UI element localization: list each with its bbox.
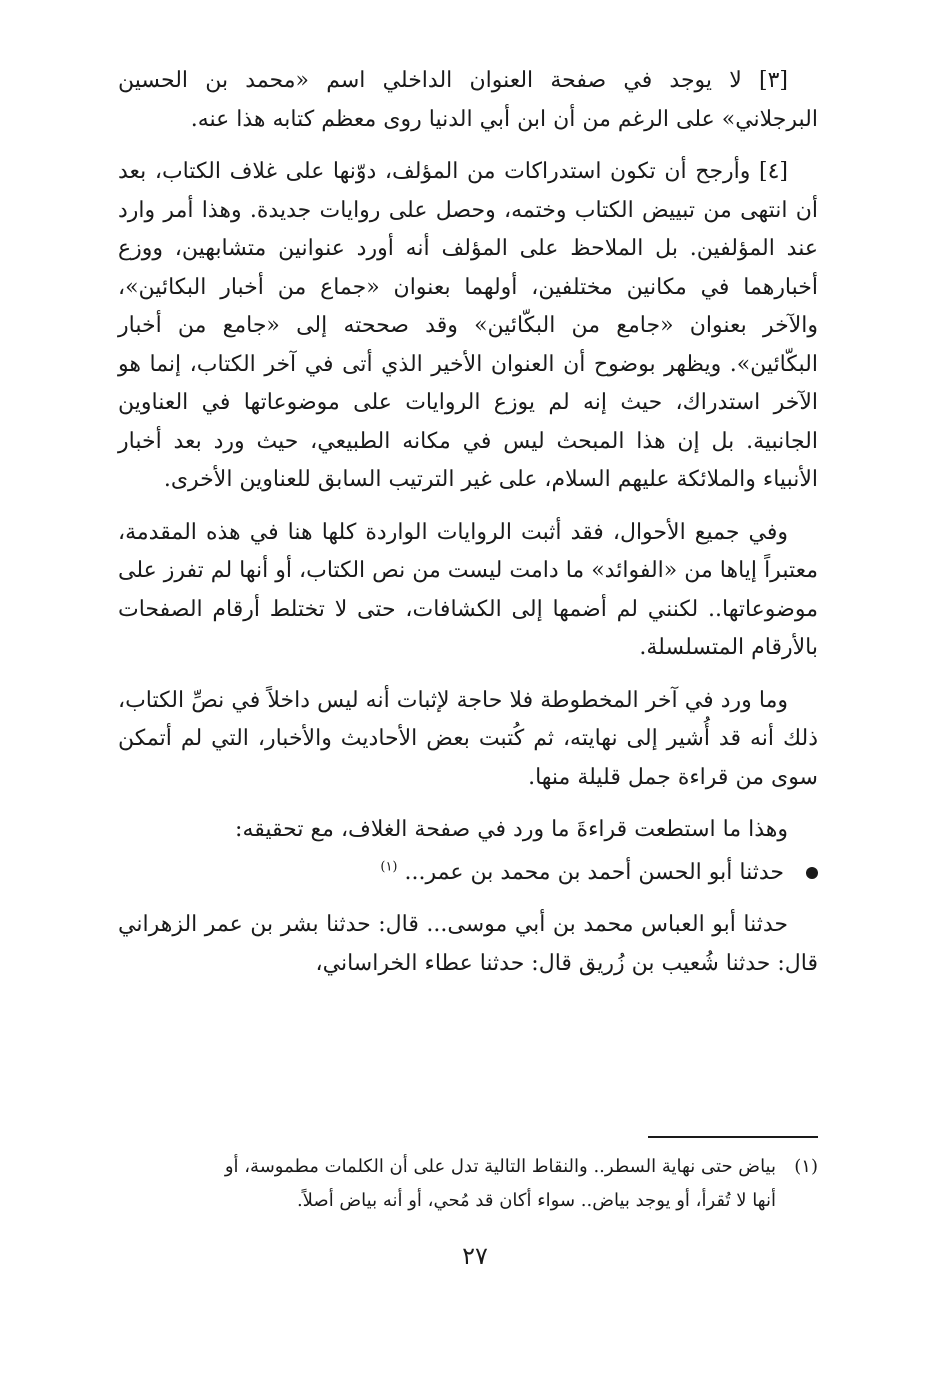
- bullet-text: حدثنا أبو الحسن أحمد بن محمد بن عمر...: [404, 859, 784, 885]
- paragraph-note-4: [٤] وأرجح أن تكون استدراكات من المؤلف، دوّنها على غلاف الكتاب، بعد أن انتهى من تبييض الكتاب وختمه، وحصل على روايات جديدة. وهذا أمر وارد عند المؤلفين. بل الملاحظ على المؤلف أنه أورد عنوانين متشابهين، ووزع أخبارهما في مكانين مختلفين، أولهما بعنوان «جماع من أخبار البكائين»، والآخر بعنوان «جامع من البكّائين» وقد صححته إلى «جامع من أخبار البكّائين». ويظهر بوضوح أن العنوان الأخير الذي أتى في آخر الكتاب، إنما هو الآخر استدراك، حيث إنه لم يوزع الروايات على موضوعاتها في العناوين الجانبية. بل إن هذا المبحث ليس في مكانه الطبيعي، حيث ورد بعد أخبار الأنبياء والملائكة عليهم السلام، على غير الترتيب السابق للعناوين الأخرى.: [118, 159, 818, 492]
- bullet-item: [118, 854, 818, 893]
- paragraph-cover-reading: وهذا ما استطعت قراءةَ ما ورد في صفحة الغلاف، مع تحقيقه:: [235, 817, 788, 842]
- main-text: [118, 62, 818, 997]
- footnote-reference: (١): [380, 859, 398, 875]
- footnote-line-1: [118, 1150, 818, 1184]
- bullet-dot-icon: [806, 867, 818, 879]
- footnote: [118, 1150, 818, 1218]
- footnote-divider: [648, 1136, 818, 1138]
- paragraph-all-cases: وفي جميع الأحوال، فقد أثبت الروايات الواردة كلها هنا في هذه المقدمة، معتبراً إياها من «الفوائد» ما دامت ليست من نص الكتاب، أو أنها لم تفرز على موضوعاتها.. لكنني لم أضمها إلى الكشافات، حتى لا تختلط أرقام الصفحات بالأرقام المتسلسلة.: [118, 519, 818, 660]
- footnote-text-1: بياض حتى نهاية السطر.. والنقاط التالية تدل على أن الكلمات مطموسة، أو: [224, 1156, 776, 1177]
- footnote-text-2: أنها لا تُقرأ، أو يوجد بياض.. سواء أكان قد مُحي، أو أنه بياض أصلاً.: [296, 1190, 776, 1211]
- page-number: ٢٧: [462, 1242, 488, 1270]
- footnote-number: (١): [794, 1156, 818, 1177]
- paragraph-manuscript-end: وما ورد في آخر المخطوطة فلا حاجة لإثبات أنه ليس داخلاً في نصِّ الكتاب، ذلك أنه قد أُشير إلى نهايته، ثم كُتبت بعض الأحاديث والأخبار، التي لم أتمكن سوى من قراءة جمل قليلة منها.: [118, 687, 818, 790]
- paragraph-narration: حدثنا أبو العباس محمد بن أبي موسى... قال: حدثنا بشر بن عمر الزهراني قال: حدثنا شُعيب بن زُريق قال: حدثنا عطاء الخراساني،: [118, 912, 818, 976]
- paragraph-note-3: [٣] لا يوجد في صفحة العنوان الداخلي اسم «محمد بن الحسين البرجلاني» على الرغم من أن ابن أبي الدنيا روى معظم كتابه هذا عنه.: [118, 68, 818, 132]
